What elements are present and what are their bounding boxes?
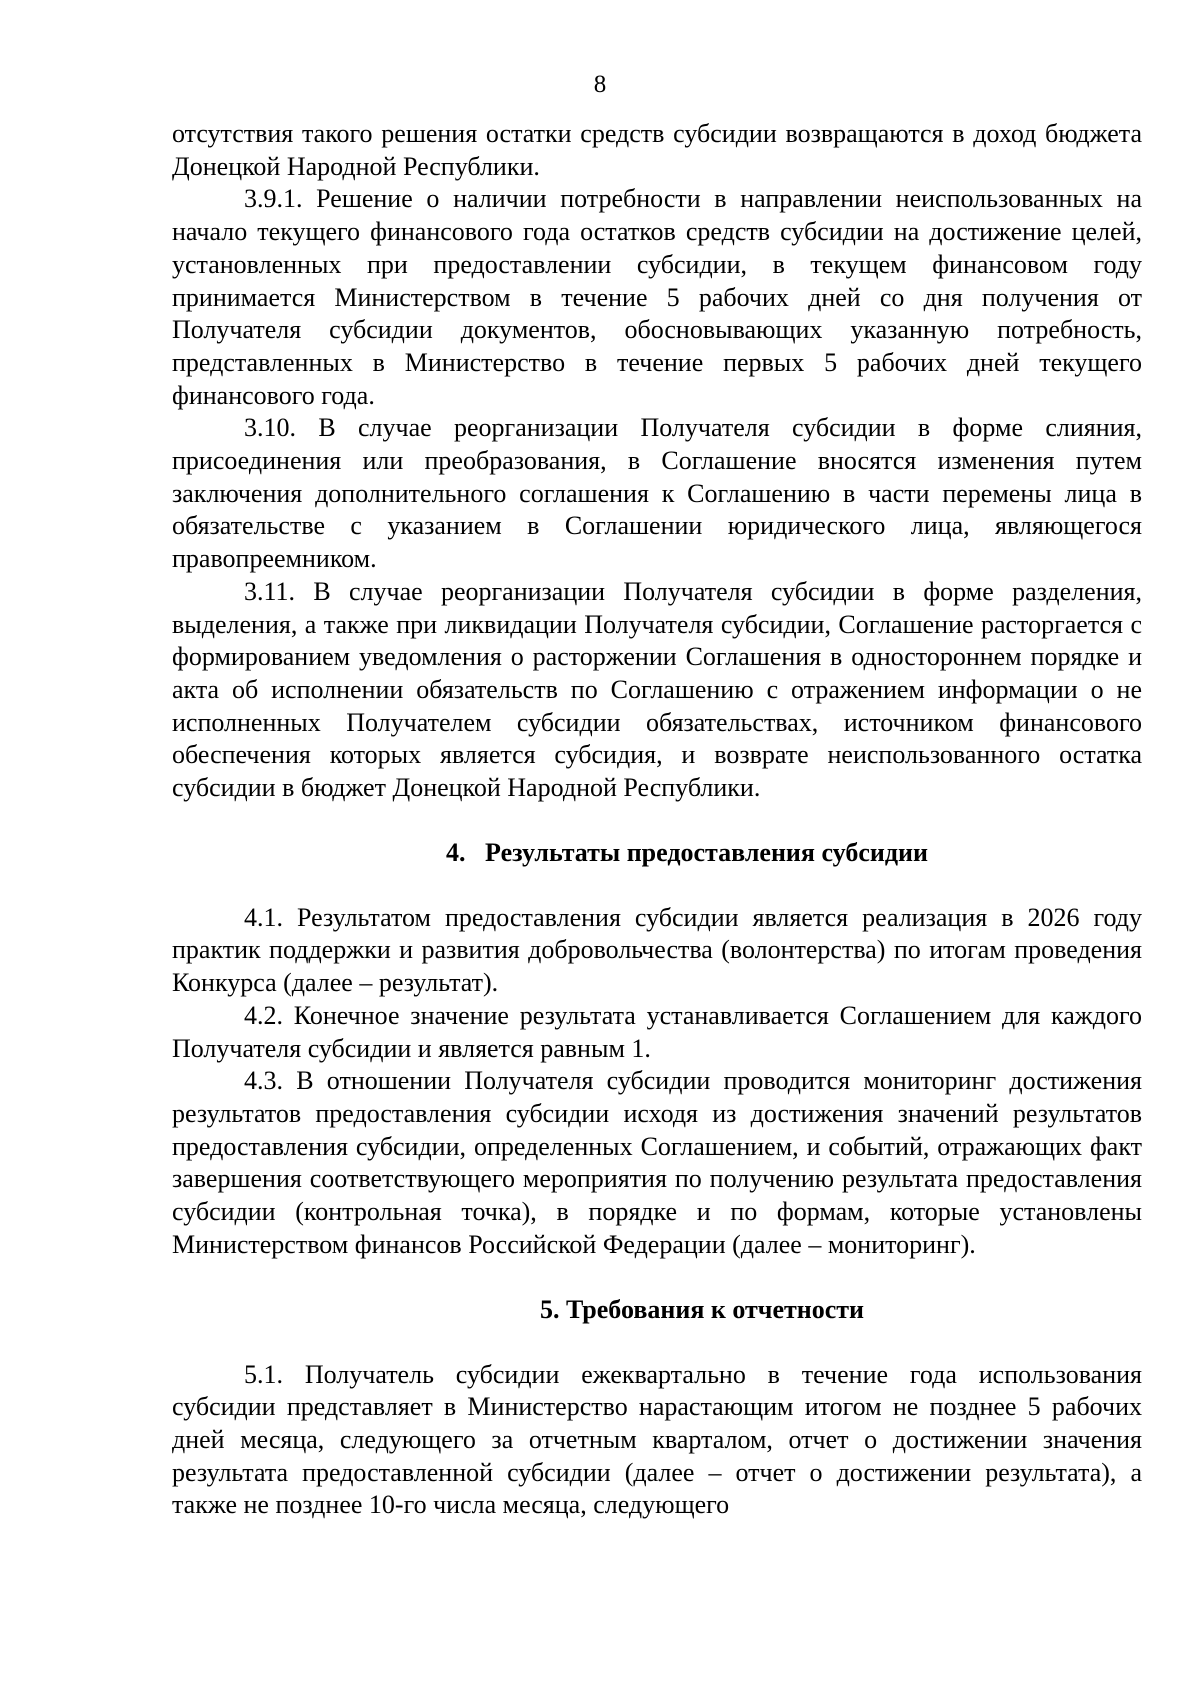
paragraph-5-1: 5.1. Получатель субсидии ежеквартально в течение года использования субсидии представляет в Министерство нарастающим итогом не позднее 5 рабочих дней месяца, следующего за отчетным кварталом, отчет о достижении значения результата предоставленной субсидии (далее – отчет о достижении результата), а также не позднее 10-го числа месяца, следующего (172, 1359, 1142, 1520)
paragraph-4-2: 4.2. Конечное значение результата устанавливается Соглашением для каждого Получателя субсидии и является равным 1. (172, 1000, 1142, 1063)
page-number: 8 (593, 71, 607, 98)
paragraph-4-1: 4.1. Результатом предоставления субсидии является реализация в 2026 году практик поддержки и развития добровольчества (волонтерства) по итогам проведения Конкурса (далее – результат). (172, 902, 1142, 998)
document-body (172, 118, 1142, 1522)
paragraph-3-11: 3.11. В случае реорганизации Получателя субсидии в форме разделения, выделения, а также при ликвидации Получателя субсидии, Соглашение расторгается с формированием уведомления о расторжении Соглашения в одностороннем порядке и акта об исполнении обязательств по Соглашению с отражением информации о не исполненных Получателем субсидии обязательствах, источником финансового обеспечения которых является субсидия, и возврате неиспользованного остатка субсидии в бюджет Донецкой Народной Республики. (172, 576, 1142, 803)
paragraph-3-9-1: 3.9.1. Решение о наличии потребности в направлении неиспользованных на начало текущего финансового года остатков средств субсидии на достижение целей, установленных при предоставлении субсидии, в текущем финансовом году принимается Министерством в течение 5 рабочих дней со дня получения от Получателя субсидии документов, обосновывающих указанную потребность, представленных в Министерство в течение первых 5 рабочих дней текущего финансового года. (172, 184, 1142, 410)
paragraph-continuation: отсутствия такого решения остатки средств субсидии возвращаются в доход бюджета Донецкой Народной Республики. (172, 119, 1142, 181)
section-heading-4: 4. Результаты предоставления субсидии (446, 837, 928, 867)
section-heading-5: 5. Требования к отчетности (539, 1294, 865, 1324)
paragraph-3-10: 3.10. В случае реорганизации Получателя субсидии в форме слияния, присоединения или преобразования, в Соглашение вносятся изменения путем заключения дополнительного соглашения к Соглашению в части перемены лица в обязательстве с указанием в Соглашении юридического лица, являющегося правопреемником. (172, 413, 1142, 574)
paragraph-4-3: 4.3. В отношении Получателя субсидии проводится мониторинг достижения результатов предоставления субсидии исходя из достижения значений результатов предоставления субсидии, определенных Соглашением, и событий, отражающих факт завершения соответствующего мероприятия по получению результата предоставления субсидии (контрольная точка), в порядке и по формам, которые установлены Министерством финансов Российской Федерации (далее – мониторинг). (172, 1066, 1142, 1259)
